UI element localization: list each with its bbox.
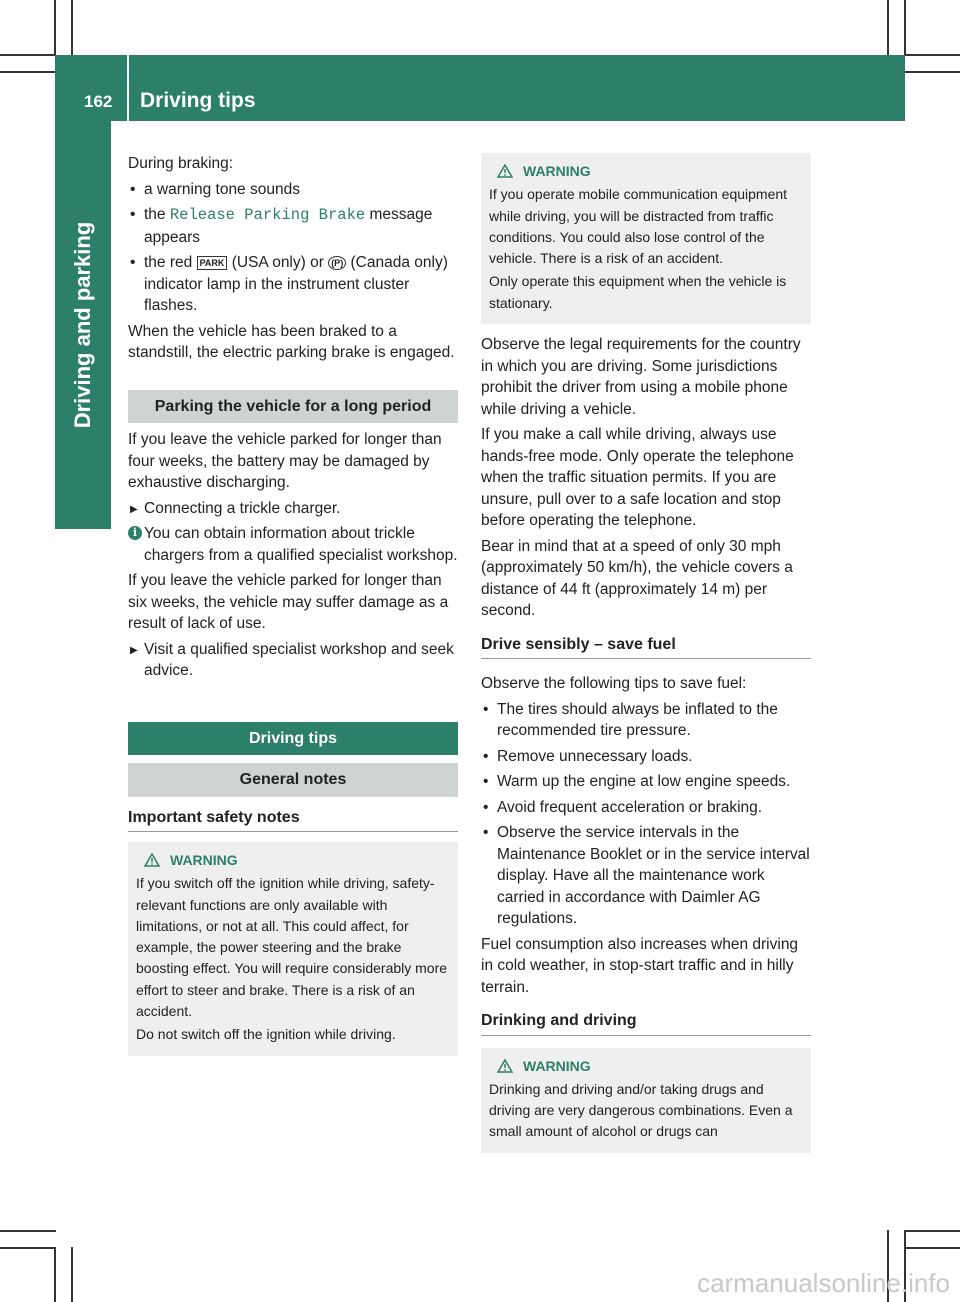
list-item: • Warm up the engine at low engine speeds. bbox=[481, 771, 811, 793]
subsection-heading: Drinking and driving bbox=[481, 1010, 811, 1036]
text: message appears bbox=[144, 206, 433, 246]
paragraph: If you leave the vehicle parked for longer than six weeks, the vehicle may suffer damage as a result of lack of use. bbox=[128, 572, 449, 632]
warning-label: WARNING bbox=[523, 1057, 591, 1074]
warning-header bbox=[136, 850, 450, 871]
list-item: • Avoid frequent acceleration or braking. bbox=[481, 797, 811, 819]
list-item: • Observe the service intervals in the Maintenance Booklet or in the service interval display. Have all the maintenance work carried in accordance with Daimler AG regulations. bbox=[481, 822, 811, 930]
info-note bbox=[128, 523, 458, 566]
list-item: • The tires should always be inflated to the recommended tire pressure. bbox=[481, 699, 811, 742]
crop-mark bbox=[904, 1247, 960, 1249]
text: the red bbox=[144, 254, 197, 271]
watermark: carmanualsonline.info bbox=[697, 1268, 950, 1298]
side-tab-label-wrap bbox=[55, 121, 111, 529]
warning-box bbox=[128, 842, 458, 1056]
crop-mark bbox=[904, 54, 960, 56]
crop-mark bbox=[904, 71, 960, 73]
crop-mark bbox=[71, 1247, 73, 1302]
brake-symbol-icon: (P) bbox=[328, 256, 346, 270]
warning-text: Do not switch off the ignition while driving. bbox=[136, 1026, 396, 1043]
text: the bbox=[144, 206, 170, 223]
section-heading-main: Driving tips bbox=[128, 722, 458, 756]
during-braking-text: During braking: bbox=[128, 155, 234, 172]
list-item bbox=[128, 252, 458, 317]
paragraph: If you make a call while driving, always use hands-free mode. Only operate the telephone when the traffic situation permits. If you are unsure, pull over to a safe location and stop before operating the telephone. bbox=[481, 426, 794, 530]
crop-mark bbox=[0, 71, 56, 73]
warning-triangle-icon bbox=[144, 853, 160, 867]
action-step: ▶ Visit a qualified specialist workshop and seek advice. bbox=[128, 639, 458, 682]
text: (Canada only) indicator lamp in the instrument cluster flashes. bbox=[144, 254, 448, 314]
header-divider bbox=[127, 55, 129, 121]
warning-label: WARNING bbox=[523, 163, 591, 179]
section-heading: Parking the vehicle for a long period bbox=[128, 390, 458, 424]
list-item bbox=[128, 204, 458, 248]
warning-text: Only operate this equipment when the vehicle is stationary. bbox=[489, 273, 787, 311]
paragraph: Observe the following tips to save fuel: bbox=[481, 675, 747, 693]
crop-mark bbox=[54, 0, 56, 56]
warning-header bbox=[489, 1056, 803, 1077]
crop-mark bbox=[0, 1230, 56, 1232]
crop-mark bbox=[71, 0, 73, 56]
warning-text: If you switch off the ignition while driving, safety-relevant functions are only available with limitations, or not at all. This could affect, for example, the power steering and the brake boosting effect. You will require considerably more effort to steer and brake. There is a risk of an accident. bbox=[136, 875, 448, 1020]
paragraph: Observe the legal requirements for the country in which you are driving. Some jurisdictions prohibit the driver from using a mobile phone while driving a vehicle. bbox=[481, 336, 801, 418]
text: (USA only) or bbox=[227, 254, 329, 271]
crop-mark bbox=[0, 1247, 56, 1249]
text: You can obtain information about trickle chargers from a qualified specialist workshop. bbox=[144, 525, 458, 564]
crop-mark bbox=[904, 1230, 960, 1232]
crop-mark bbox=[887, 0, 889, 56]
warning-triangle-icon bbox=[497, 164, 513, 178]
warning-box bbox=[481, 1048, 811, 1153]
warning-label: WARNING bbox=[170, 852, 238, 868]
left-column bbox=[128, 153, 458, 1056]
warning-triangle-icon bbox=[497, 1059, 513, 1073]
crop-mark bbox=[0, 54, 56, 56]
paragraph: When the vehicle has been braked to a standstill, the electric parking brake is engaged. bbox=[128, 322, 455, 361]
crop-mark bbox=[54, 1247, 56, 1302]
action-step: ▶ Connecting a trickle charger. bbox=[128, 498, 458, 520]
warning-text: Drinking and driving and/or taking drugs and driving are very dangerous combinations. Even a small amount of alcohol or drugs can bbox=[489, 1080, 793, 1140]
page-title: Driving tips bbox=[140, 89, 256, 112]
paragraph: Bear in mind that at a speed of only 30 mph (approximately 50 km/h), the vehicle covers a distance of 44 ft (approximately 14 m) per second. bbox=[481, 537, 793, 620]
list-item: • Remove unnecessary loads. bbox=[481, 746, 811, 768]
display-message: Release Parking Brake bbox=[169, 206, 366, 224]
right-column bbox=[481, 153, 811, 1153]
info-icon: i bbox=[128, 526, 142, 540]
warning-text: If you operate mobile communication equipment while driving, you will be distracted from traffic conditions. You could also lose control of the vehicle. There is a risk of an accident. bbox=[489, 186, 788, 267]
page-number: 162 bbox=[84, 92, 113, 111]
paragraph: If you leave the vehicle parked for longer than four weeks, the battery may be damaged by exhaustive discharging. bbox=[128, 431, 442, 491]
warning-box bbox=[481, 153, 811, 324]
park-symbol-icon: PARK bbox=[197, 256, 228, 270]
section-heading: General notes bbox=[128, 763, 458, 797]
subsection-heading: Important safety notes bbox=[128, 807, 458, 833]
list-item: • a warning tone sounds bbox=[128, 179, 458, 201]
crop-mark bbox=[904, 0, 906, 56]
paragraph: Fuel consumption also increases when driving in cold weather, in stop-start traffic and in hilly terrain. bbox=[481, 935, 799, 996]
warning-header bbox=[489, 161, 803, 182]
subsection-heading: Drive sensibly – save fuel bbox=[481, 634, 811, 660]
side-tab-label: Driving and parking bbox=[70, 221, 95, 429]
